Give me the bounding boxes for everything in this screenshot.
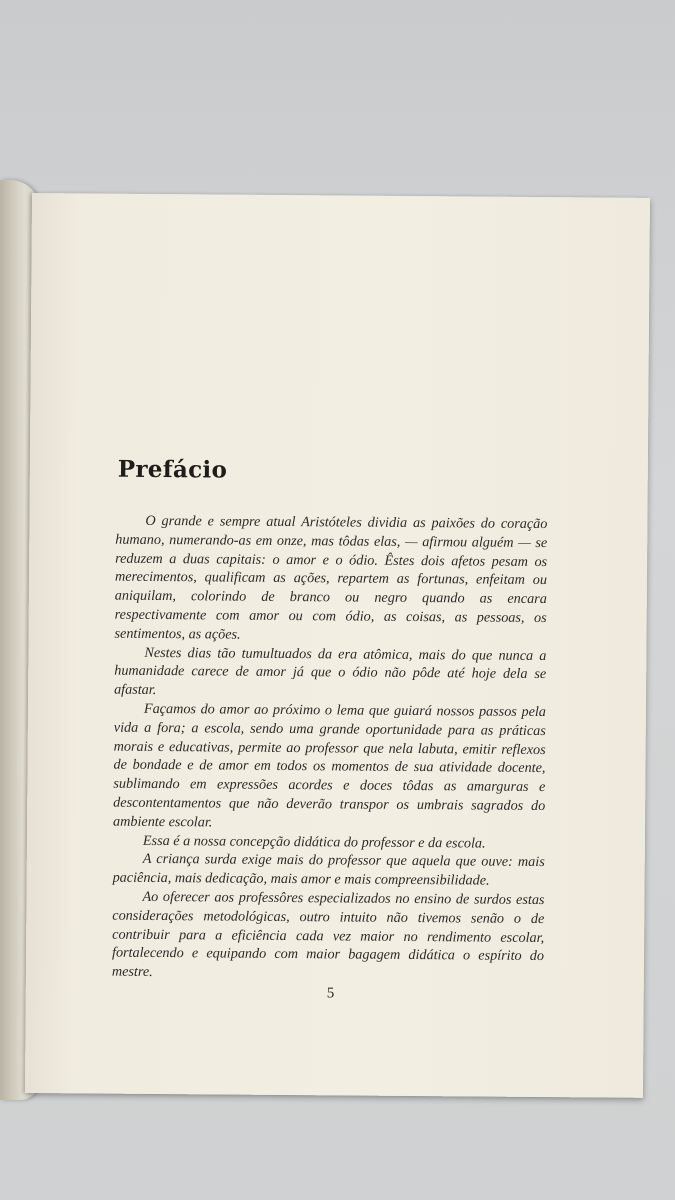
paragraph: Essa é a nossa concepção didática do professor e da escola.	[142, 832, 486, 852]
page-title: Prefácio	[117, 455, 228, 484]
paragraph: Nestes dias tão tumultuados da era atômica, mais do que nunca a humanidade carece de amor já que o ódio não pôde até hoje dela se afastar.	[114, 644, 547, 699]
book-page	[25, 193, 650, 1098]
page-number: 5	[326, 985, 335, 1002]
paragraph: Ao oferecer aos professôres especializados no ensino de surdos estas considerações metodológicas, outro intuito não tivemos senão o de contribuir para a eficiência cada vez maior no rendimento escolar, fortalecendo e equipando com maior bagagem didática o espírito do mestre.	[111, 888, 545, 981]
paragraph: Façamos do amor ao próximo o lema que guiará nossos passos pela vida a fora; a escola, sendo uma grande oportunidade para as práticas morais e educativas, permite ao professor que nela labuta, emitir reflexos de bondade e de amor em todos os momentos de sua atividade docente, sublimando em expressões acordes e doces tôdas as amarguras e descontentamentos que não deverão transpor os umbrais sagrados do ambiente escolar.	[113, 700, 547, 831]
paragraph: A criança surda exige mais do professor que aquela que ouve: mais paciência, mais dedicação, mais amor e mais compreensibilidade.	[112, 851, 545, 889]
paragraph: O grande e sempre atual Aristóteles dividia as paixões do coração humano, numerando-as em onze, mas tôdas elas, — afirmou alguém — se reduzem a duas capitais: o amor e o ódio. Êstes dois afetos pesam os merecimentos, qualificam as ações, repartem as fortunas, enfeitam ou aniquilam, colorindo de branco ou negro quando as encara respectivamente com amor ou com ódio, as coisas, as pessoas, os sentimentos, as ações.	[114, 512, 548, 643]
preface-body	[112, 512, 548, 985]
